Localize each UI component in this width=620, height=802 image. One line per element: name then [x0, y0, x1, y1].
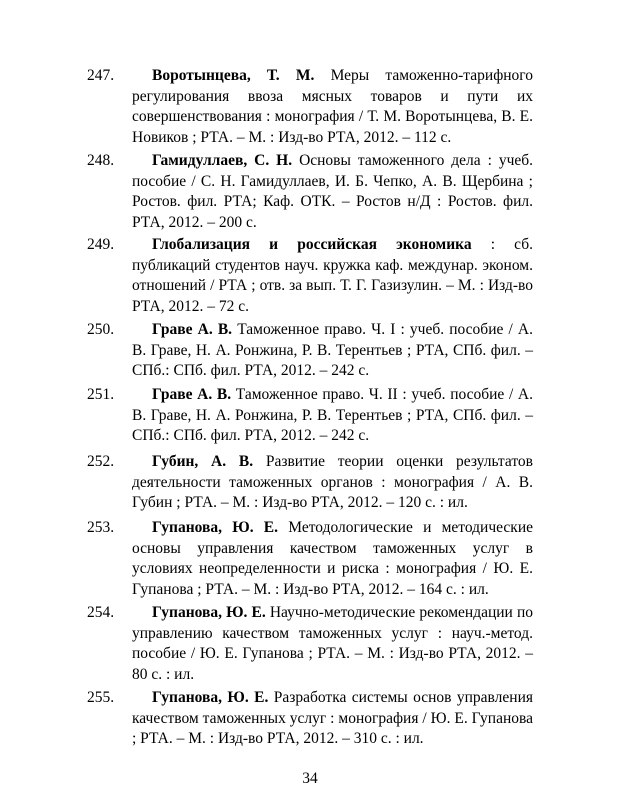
entry-description: Таможенное право. Ч. II : учеб. пособие / А. В. Граве, Н. А. Ронжина, Р. В. Терентьев ; РТА, СПб. фил. – СПб.: СПб. фил. РТА, 2012. – 242 с.: [132, 386, 534, 445]
bibliography-entry: [87, 452, 533, 514]
entry-description: : сб. публикаций студентов науч. кружка каф. междунар. эконом. отношений / РТА ; отв. за вып. Т. Г. Газизулин. – М. : Изд-во РТА, 2012. – 72 с.: [132, 236, 534, 315]
entry-number: 249.: [87, 236, 115, 253]
bibliography-entry: [87, 235, 533, 317]
entry-author: Гамидуллаев, С. Н.: [152, 152, 293, 169]
entry-number: 253.: [87, 519, 115, 536]
entry-author: Губин, А. В.: [152, 453, 254, 470]
entry-description: Разработка системы основ управления качеством таможенных услуг : монография / Ю. Е. Гупанова ; РТА. – М. : Изд-во РТА, 2012. – 310 с. : ил.: [132, 689, 533, 748]
entry-author: Глобализация и российская экономика: [152, 236, 472, 253]
entry-author: Гупанова, Ю. Е.: [152, 689, 269, 706]
entry-number: 247.: [87, 67, 115, 84]
entry-number: 252.: [87, 453, 115, 470]
bibliography-entry: [87, 688, 533, 750]
entry-author: Граве А. В.: [152, 321, 233, 338]
entry-author: Гупанова, Ю. Е.: [152, 604, 266, 621]
bibliography-entry: [87, 603, 533, 685]
entry-number: 251.: [87, 386, 115, 403]
entry-number: 255.: [87, 689, 115, 706]
page-number: 34: [302, 770, 318, 787]
entry-author: Граве А. В.: [152, 386, 232, 403]
entry-description: Развитие теории оценки результатов деятельности таможенных органов : монография / А. В. Губин ; РТА. – М. : Изд-во РТА, 2012. – 120 с. : ил.: [132, 453, 534, 512]
bibliography-entry: [87, 66, 533, 148]
entry-number: 248.: [87, 152, 115, 169]
entry-description: Меры таможенно-тарифного регулирования ввоза мясных товаров и пути их совершенствования : монография / Т. М. Воротынцева, В. Е. Новиков ; РТА. – М. : Изд-во РТА, 2012. – 112 с.: [132, 67, 534, 146]
bibliography-entry: [87, 151, 533, 233]
bibliography-entry: [87, 320, 533, 382]
entry-description: Научно-методические рекомендации по управлению качеством таможенных услуг : науч.-метод. пособие / Ю. Е. Гупанова ; РТА. – М. : Изд-во РТА, 2012. – 80 с. : ил.: [132, 604, 533, 683]
entry-author: Воротынцева, Т. М.: [152, 67, 315, 84]
entry-number: 250.: [87, 321, 115, 338]
entry-description: Таможенное право. Ч. I : учеб. пособие / А. В. Граве, Н. А. Ронжина, Р. В. Терентьев ; РТА, СПб. фил. – СПб.: СПб. фил. РТА, 2012. – 242 с.: [132, 321, 533, 380]
bibliography-entry: [87, 385, 533, 447]
entry-description: Методологические и методические основы управления качеством таможенных услуг в условиях неопределенности и риска : монография / Ю. Е. Гупанова ; РТА. – М. : Изд-во РТА, 2012. – 164 с. : ил.: [132, 519, 533, 598]
entry-number: 254.: [87, 604, 115, 621]
bibliography-entry: [87, 518, 533, 600]
entry-author: Гупанова, Ю. Е.: [152, 519, 279, 536]
entry-description: Основы таможенного дела : учеб. пособие / С. Н. Гамидуллаев, И. Б. Чепко, А. В. Щербина ; Ростов. фил. РТА; Каф. ОТК. – Ростов н/Д : Ростов. фил. РТА, 2012. – 200 с.: [132, 152, 534, 231]
